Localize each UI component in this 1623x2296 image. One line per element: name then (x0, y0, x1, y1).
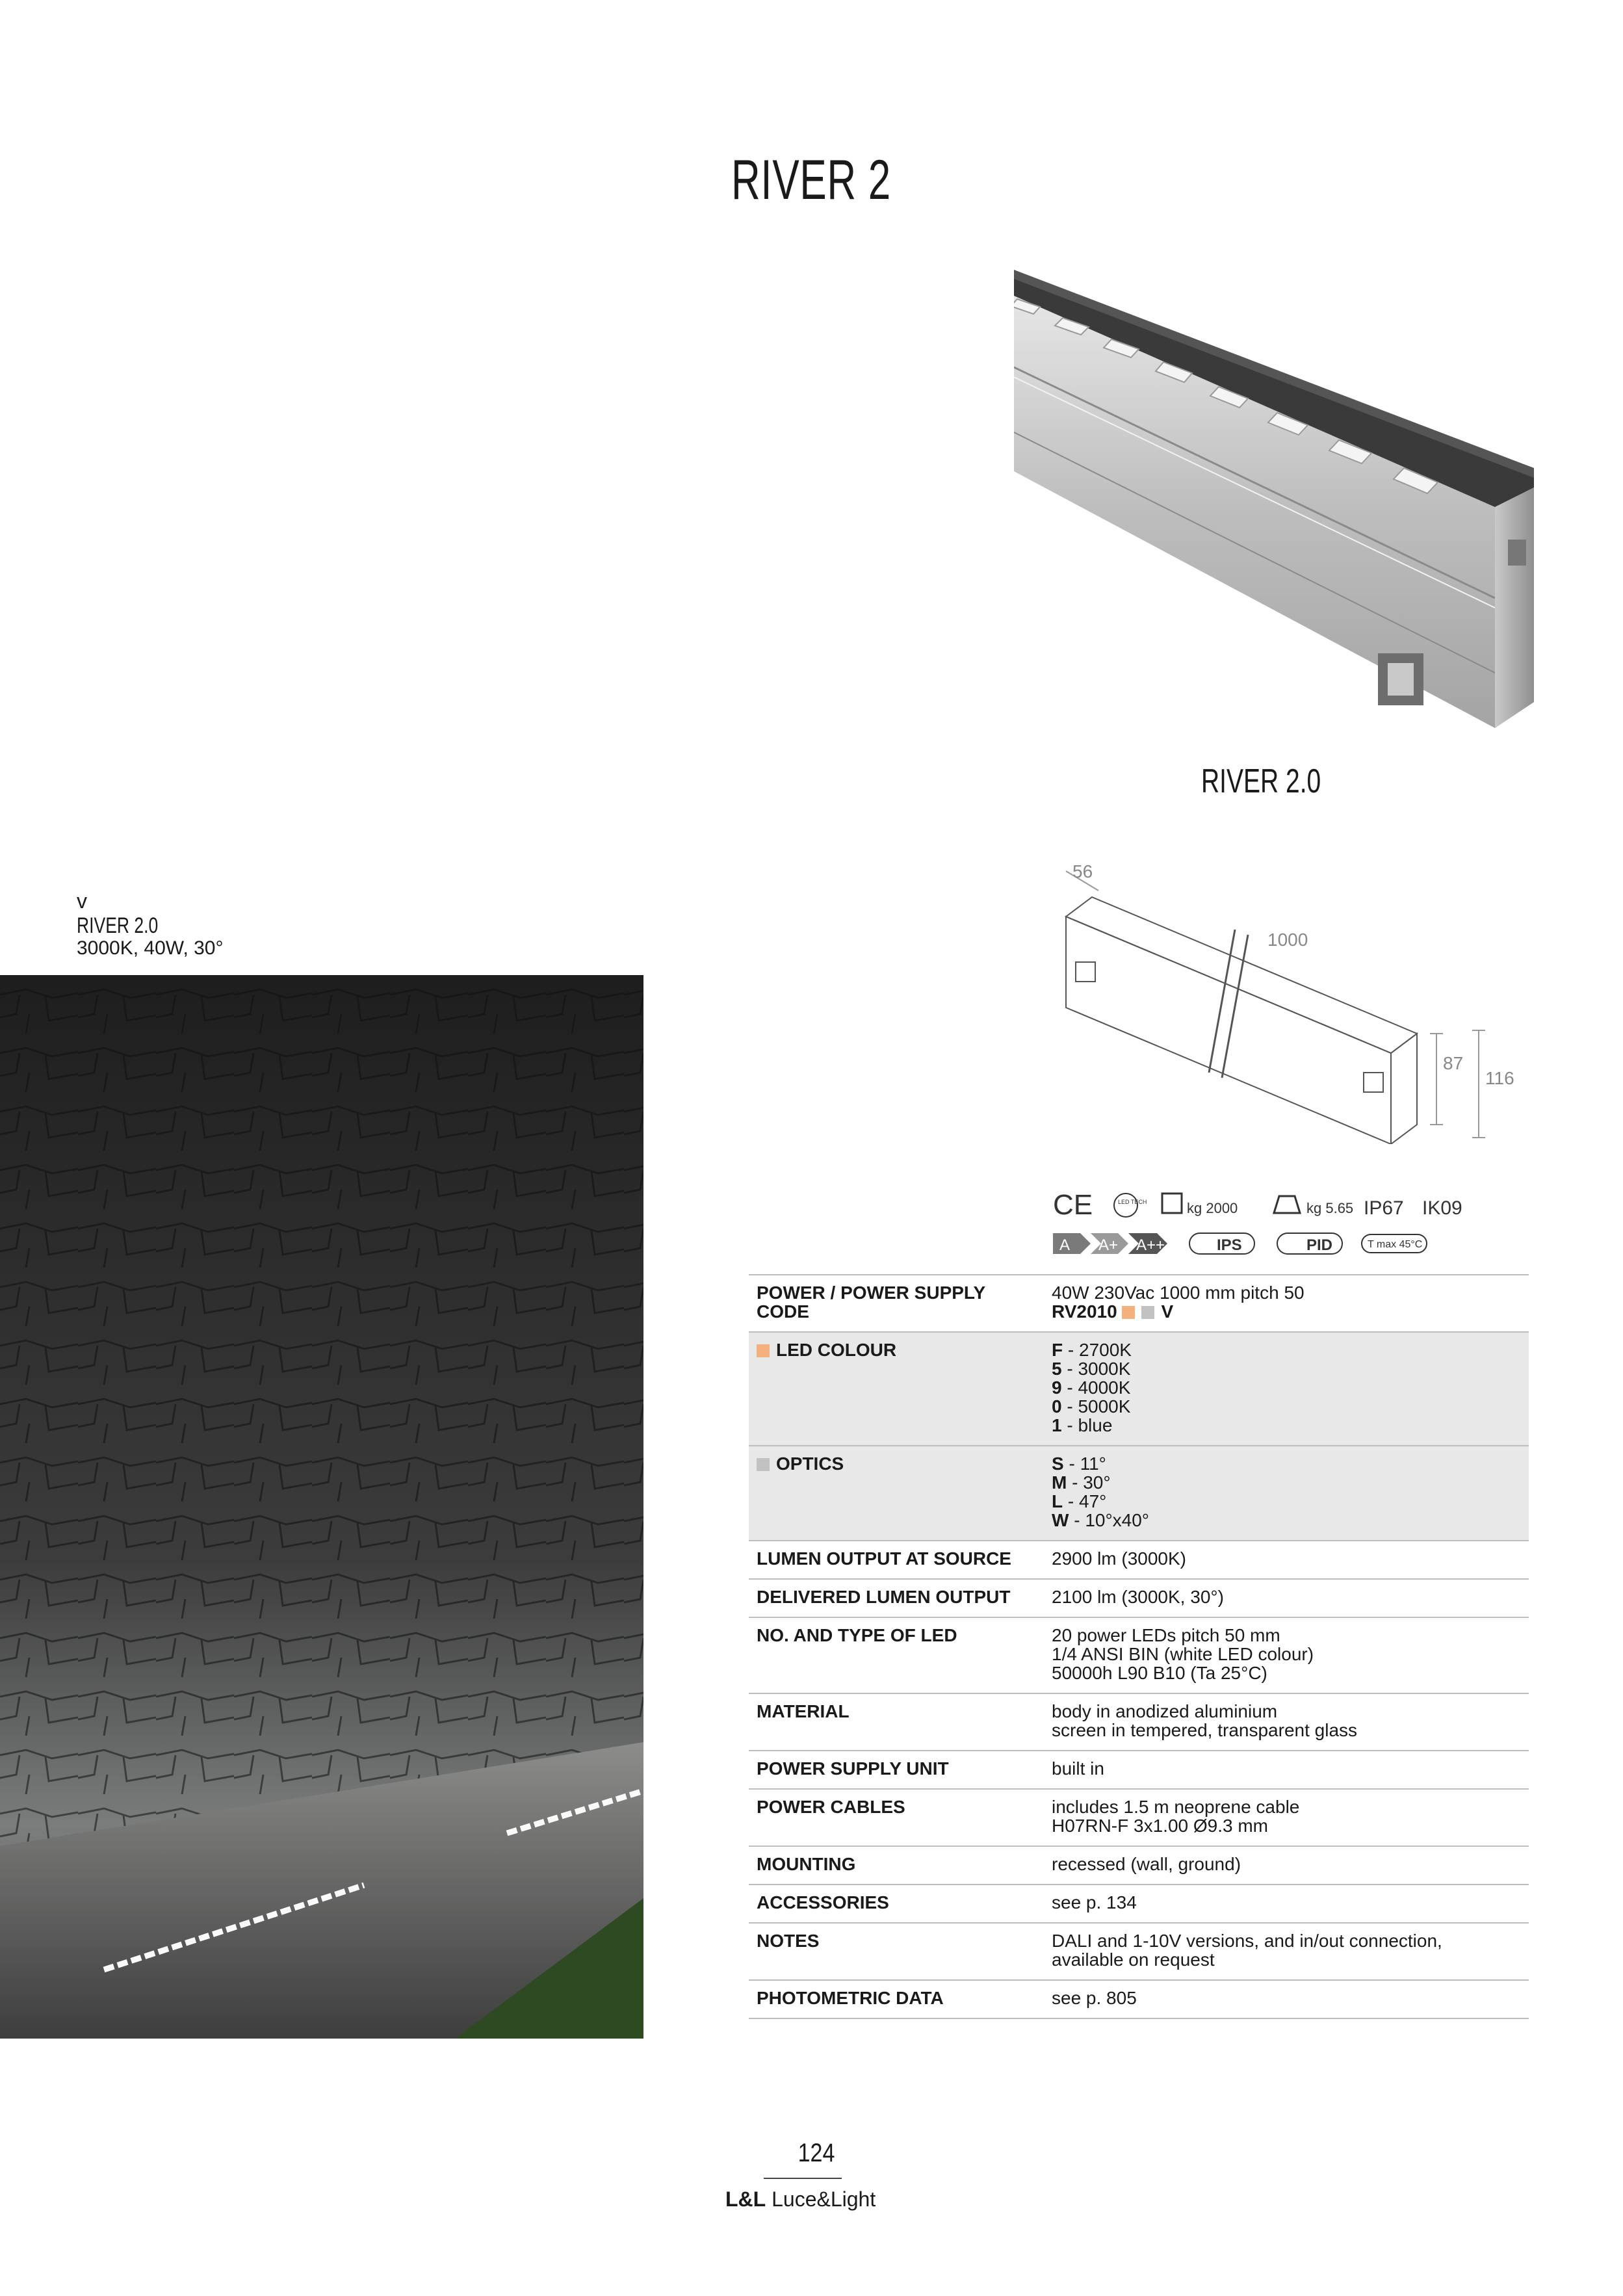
spec-label: LED COLOUR (776, 1340, 897, 1360)
spec-label: PHOTOMETRIC DATA (749, 1980, 1044, 2018)
spec-value-line: available on request (1052, 1950, 1215, 1970)
certification-icons (1053, 1187, 1534, 1223)
led-tech-label: LED TECH (1118, 1199, 1147, 1205)
ips-label: IPS (1217, 1236, 1242, 1254)
spec-label: POWER SUPPLY UNIT (749, 1751, 1044, 1789)
spec-label: POWER CABLES (749, 1789, 1044, 1846)
list-item (1052, 1473, 1521, 1492)
code-suffix: V (1161, 1301, 1174, 1322)
led-colour-swatch (1122, 1306, 1135, 1319)
spec-value-line: 50000h L90 B10 (Ta 25°C) (1052, 1663, 1267, 1683)
list-item (1052, 1397, 1521, 1416)
spec-label: NOTES (749, 1923, 1044, 1980)
spec-row-notes (749, 1923, 1529, 1980)
dimension-drawing (1053, 858, 1534, 1144)
option-code: W (1052, 1510, 1069, 1530)
spec-table (749, 1274, 1529, 2019)
dim-width-label: 56 (1072, 861, 1093, 881)
spec-label: POWER / POWER SUPPLY (757, 1283, 986, 1303)
spec-value-line: screen in tempered, transparent glass (1052, 1720, 1358, 1740)
spec-value: see p. 134 (1044, 1885, 1529, 1923)
spec-value: built in (1044, 1751, 1529, 1789)
option-desc: - 5000K (1061, 1396, 1131, 1416)
spec-value: 2900 lm (3000K) (1044, 1541, 1529, 1579)
led-tech-icon (1114, 1194, 1137, 1217)
caption-subtitle: 3000K, 40W, 30° (77, 937, 224, 959)
ip-rating: IP67 (1364, 1197, 1404, 1219)
spec-value-line: 20 power LEDs pitch 50 mm (1052, 1625, 1280, 1645)
footer-divider (764, 2178, 842, 2179)
option-code: 5 (1052, 1359, 1062, 1379)
option-code: S (1052, 1454, 1064, 1474)
option-code: F (1052, 1340, 1063, 1360)
spec-value: 2100 lm (3000K, 30°) (1044, 1579, 1529, 1617)
spec-value-line: body in anodized aluminium (1052, 1701, 1278, 1721)
option-desc: - 3000K (1061, 1359, 1131, 1379)
option-desc: - 30° (1067, 1472, 1111, 1493)
spec-row-cables (749, 1789, 1529, 1846)
caption-chevron: v (77, 889, 87, 913)
option-code: 9 (1052, 1377, 1062, 1398)
option-code: 1 (1052, 1415, 1062, 1435)
option-code: L (1052, 1491, 1063, 1511)
page-number: 124 (798, 2139, 835, 2167)
spec-row-optics (749, 1446, 1529, 1541)
optics-swatch (1141, 1306, 1154, 1319)
ce-mark: CE (1053, 1189, 1093, 1221)
spec-row-led-colour (749, 1332, 1529, 1446)
walk-load-label: kg 5.65 (1306, 1200, 1354, 1216)
spec-row-mounting (749, 1846, 1529, 1885)
option-desc: - blue (1061, 1415, 1113, 1435)
list-item (1052, 1416, 1521, 1435)
spec-value-line: DALI and 1-10V versions, and in/out connection, (1052, 1931, 1442, 1951)
drive-over-icon (1162, 1194, 1182, 1213)
ik-rating: IK09 (1422, 1197, 1462, 1219)
spec-row-photometric (749, 1980, 1529, 2018)
spec-label: NO. AND TYPE OF LED (749, 1617, 1044, 1693)
spec-value-line: 1/4 ANSI BIN (white LED colour) (1052, 1644, 1314, 1664)
option-code: M (1052, 1472, 1067, 1493)
list-item (1052, 1359, 1521, 1378)
product-photo (1014, 270, 1534, 744)
spec-label: MOUNTING (749, 1846, 1044, 1885)
spec-label: DELIVERED LUMEN OUTPUT (749, 1579, 1044, 1617)
energy-class-a-plus-plus: A++ (1136, 1236, 1165, 1254)
dim-length-label: 1000 (1267, 930, 1308, 950)
spec-label: CODE (757, 1301, 809, 1322)
page-title: RIVER 2 (731, 149, 891, 211)
spec-row-lumen-source (749, 1541, 1529, 1579)
option-desc: - 10°x40° (1069, 1510, 1150, 1530)
dim-height-label: 87 (1443, 1053, 1464, 1073)
spec-row-psu (749, 1751, 1529, 1789)
energy-class-a-plus: A+ (1098, 1236, 1119, 1254)
pid-label: PID (1306, 1236, 1333, 1254)
spec-value-line: includes 1.5 m neoprene cable (1052, 1797, 1300, 1817)
spec-label: ACCESSORIES (749, 1885, 1044, 1923)
spec-label: LUMEN OUTPUT AT SOURCE (749, 1541, 1044, 1579)
led-colour-swatch (757, 1344, 770, 1357)
spec-value-line: H07RN-F 3x1.00 Ø9.3 mm (1052, 1816, 1268, 1836)
spec-value: see p. 805 (1044, 1980, 1529, 2018)
energy-and-protection-icons (1053, 1231, 1534, 1257)
option-desc: - 47° (1063, 1491, 1107, 1511)
energy-class-a: A (1059, 1236, 1071, 1254)
product-name: RIVER 2.0 (1201, 763, 1321, 800)
weight-icon (1274, 1196, 1300, 1213)
list-item (1052, 1492, 1521, 1511)
list-item (1052, 1511, 1521, 1530)
option-desc: - 11° (1063, 1454, 1106, 1474)
brand-name (725, 2187, 876, 2211)
brand-rest: Luce&Light (766, 2187, 876, 2211)
list-item (1052, 1378, 1521, 1397)
caption-title: RIVER 2.0 (77, 913, 159, 938)
list-item (1052, 1454, 1521, 1473)
dim-total-height-label: 116 (1485, 1068, 1514, 1088)
brand-bold: L&L (725, 2187, 766, 2211)
spec-value: recessed (wall, ground) (1044, 1846, 1529, 1885)
option-desc: - 2700K (1063, 1340, 1132, 1360)
spec-row-led-type (749, 1617, 1529, 1693)
spec-row-lumen-delivered (749, 1579, 1529, 1617)
optics-swatch (757, 1458, 770, 1471)
spec-row-material (749, 1693, 1529, 1751)
option-code: 0 (1052, 1396, 1062, 1416)
spec-row-power (749, 1275, 1529, 1332)
spec-label: OPTICS (776, 1454, 844, 1474)
list-item (1052, 1340, 1521, 1359)
product-code (1052, 1302, 1521, 1321)
tmax-label: T max 45°C (1368, 1239, 1423, 1250)
spec-label: MATERIAL (749, 1693, 1044, 1751)
wall-photo (0, 975, 643, 2039)
drive-load-label: kg 2000 (1187, 1200, 1238, 1216)
spec-value: 40W 230Vac 1000 mm pitch 50 (1052, 1283, 1305, 1303)
code-prefix: RV2010 (1052, 1301, 1117, 1322)
spec-row-accessories (749, 1885, 1529, 1923)
option-desc: - 4000K (1061, 1377, 1131, 1398)
